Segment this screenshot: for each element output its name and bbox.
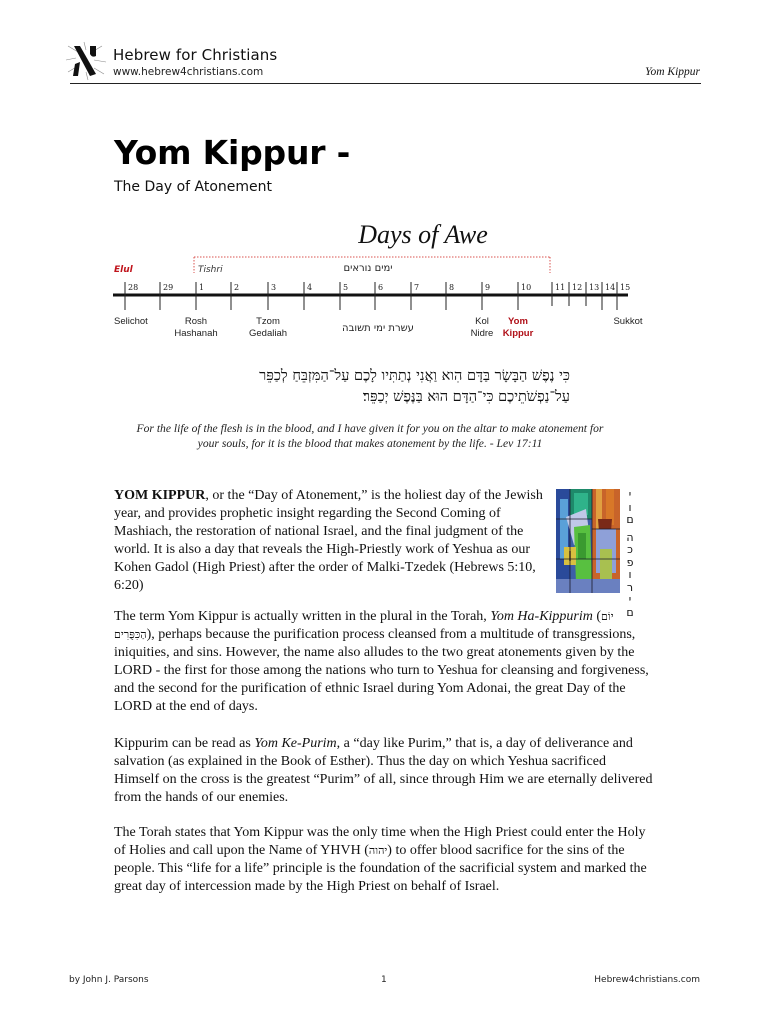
svg-text:4: 4 [307, 283, 313, 292]
stained-glass-high-priest-image [556, 489, 620, 593]
lead-term: YOM KIPPUR [114, 488, 206, 503]
hebrew-term: יוֹם הַכִּפֻּרִים [114, 610, 614, 641]
svg-text:Tishri: Tishri [198, 265, 223, 275]
page-title: Yom Kippur - [114, 133, 351, 172]
svg-text:7: 7 [414, 283, 420, 292]
vertical-hebrew-letter: ם [626, 513, 634, 526]
svg-text:13: 13 [589, 283, 600, 292]
svg-text:29: 29 [163, 283, 174, 292]
svg-text:Gedaliah: Gedaliah [248, 328, 288, 339]
english-verse-line-2: your souls, for it is the blood that makes atonement by the life. - Lev 17:11 [197, 437, 543, 450]
paragraph-purim [114, 735, 654, 807]
vertical-hebrew-letter: ו [628, 568, 632, 581]
svg-text:8: 8 [449, 283, 455, 292]
svg-text:Rosh: Rosh [184, 316, 208, 327]
svg-text:Nidre: Nidre [470, 328, 494, 339]
timeline-title: Days of Awe [358, 220, 488, 249]
page-number: 1 [381, 975, 387, 985]
footer-author: by John J. Parsons [69, 975, 149, 985]
vertical-hebrew-letter: פ [626, 555, 634, 569]
svg-text:Kol: Kol [475, 316, 489, 327]
paragraph-text: ), perhaps because the purification process cleansed from a multitude of transgressions, iniquities, and sins. However, the name also alludes to the two great atonements given by the LORD - the first for those among the nations who turn to Yeshua for cleansing and forgiveness, and the second for the purification of ethnic Israel during Yom Adonai, the great Day of the LORD at the end of days. [114, 627, 649, 714]
vertical-hebrew-letter: ר [626, 580, 634, 594]
italic-term: Yom Ke-Purim [254, 736, 337, 751]
site-url[interactable]: www.hebrew4christians.com [113, 66, 264, 78]
english-verse-line-1: For the life of the flesh is in the blood, and I have given it for you on the altar to make atonement for [136, 422, 604, 435]
paragraph-text: , or the “Day of Atonement,” is the holiest day of the Jewish year, and provides prophetic insight regarding the Second Coming of Mashiach, the restoration of national Israel, and the final judgment of the world. It is also a day that reveals the High-Priestly work of Yeshua as our Kohen Gadol (High Priest) after the order of Malki-Tzedek (Hebrews 5:10, 6:20) [114, 488, 543, 593]
svg-text:11: 11 [555, 283, 566, 292]
hebrew-verse-line-1: כִּי נֶפֶשׁ הַבָּשָׂר בַּדָּם הִוא וַאֲנִי נְתַתִּיו לָכֶם עַל־הַמִּזְבֵּחַ לְכַפֵּר [259, 368, 570, 384]
vertical-hebrew-letter: ם [626, 605, 634, 619]
days-of-awe-timeline [108, 220, 648, 348]
svg-text:Tzom: Tzom [256, 316, 280, 327]
paragraph-text: , a “day like Purim,” that is, a day of deliverance and salvation (as explained in the Book of Esther). Thus the day on which Yeshua sacrificed Himself on the cross is the greatest “Purim” of all, since through Him we are eternally delivered from the hands of our enemies. [114, 736, 653, 805]
svg-text:9: 9 [485, 283, 491, 292]
site-title: Hebrew for Christians [113, 46, 278, 64]
vertical-hebrew-letter: י [628, 488, 632, 501]
hebrew-term: יהוה [368, 844, 388, 857]
italic-term: Yom Ha-Kippurim [490, 609, 593, 624]
header-divider [70, 83, 701, 84]
svg-text:Kippur: Kippur [502, 328, 534, 339]
svg-text:1: 1 [199, 283, 205, 292]
footer-site[interactable]: Hebrew4christians.com [594, 975, 700, 985]
running-title: Yom Kippur [645, 66, 700, 78]
vertical-hebrew-letter: ו [628, 500, 632, 514]
svg-text:28: 28 [128, 283, 139, 292]
svg-text:12: 12 [572, 283, 583, 292]
svg-text:5: 5 [343, 283, 349, 292]
svg-text:14: 14 [605, 283, 616, 292]
paragraph-text: ( [592, 609, 602, 624]
svg-text:Sukkot: Sukkot [613, 316, 643, 327]
paragraph-intro [114, 487, 544, 595]
svg-text:2: 2 [234, 283, 240, 292]
vertical-hebrew-letter: י [628, 593, 632, 606]
vertical-hebrew-letter: כ [627, 543, 633, 556]
hebrew-verse-line-2: עַל־נַפְשֹׁתֵיכֶם כִּי־הַדָּם הוּא בַּנֶּפֶשׁ יְכַפֵּר׃ [362, 389, 570, 405]
paragraph-high-priest [114, 824, 654, 896]
paragraph-text: Kippurim can be read as [114, 736, 255, 751]
svg-text:Elul: Elul [114, 265, 133, 275]
svg-text:3: 3 [271, 283, 277, 292]
page-subtitle: The Day of Atonement [114, 179, 273, 195]
timeline-graphic [108, 220, 648, 348]
svg-text:Yom: Yom [508, 316, 528, 327]
english-verse [110, 421, 630, 451]
svg-text:15: 15 [620, 283, 631, 292]
svg-text:ימים נוראים: ימים נוראים [343, 263, 393, 274]
svg-text:עשרת ימי תשובה: עשרת ימי תשובה [342, 323, 414, 334]
svg-text:Selichot: Selichot [114, 316, 148, 327]
svg-text:10: 10 [521, 283, 532, 292]
paragraph-plural-name [114, 605, 654, 716]
vertical-hebrew-caption [622, 488, 638, 619]
paragraph-text: The term Yom Kippur is actually written in the plural in the Torah, [114, 609, 491, 624]
paragraph-text: The Torah states that Yom Kippur was the only time when the High Priest could enter the Holy of Holies and call upon the Name of YHVH ( [114, 825, 646, 858]
svg-text:Hashanah: Hashanah [174, 328, 218, 339]
aleph-logo-icon [64, 40, 108, 82]
hebrew-verse [170, 366, 570, 408]
paragraph-text: ) to offer blood sacrifice for the sins of the people. This “life for a life” principle is the foundation of the sacrificial system and marked the great day of intercession made by the High Priest on behalf of Israel. [114, 843, 647, 894]
svg-text:6: 6 [378, 283, 384, 292]
vertical-hebrew-letter: ה [626, 530, 634, 544]
